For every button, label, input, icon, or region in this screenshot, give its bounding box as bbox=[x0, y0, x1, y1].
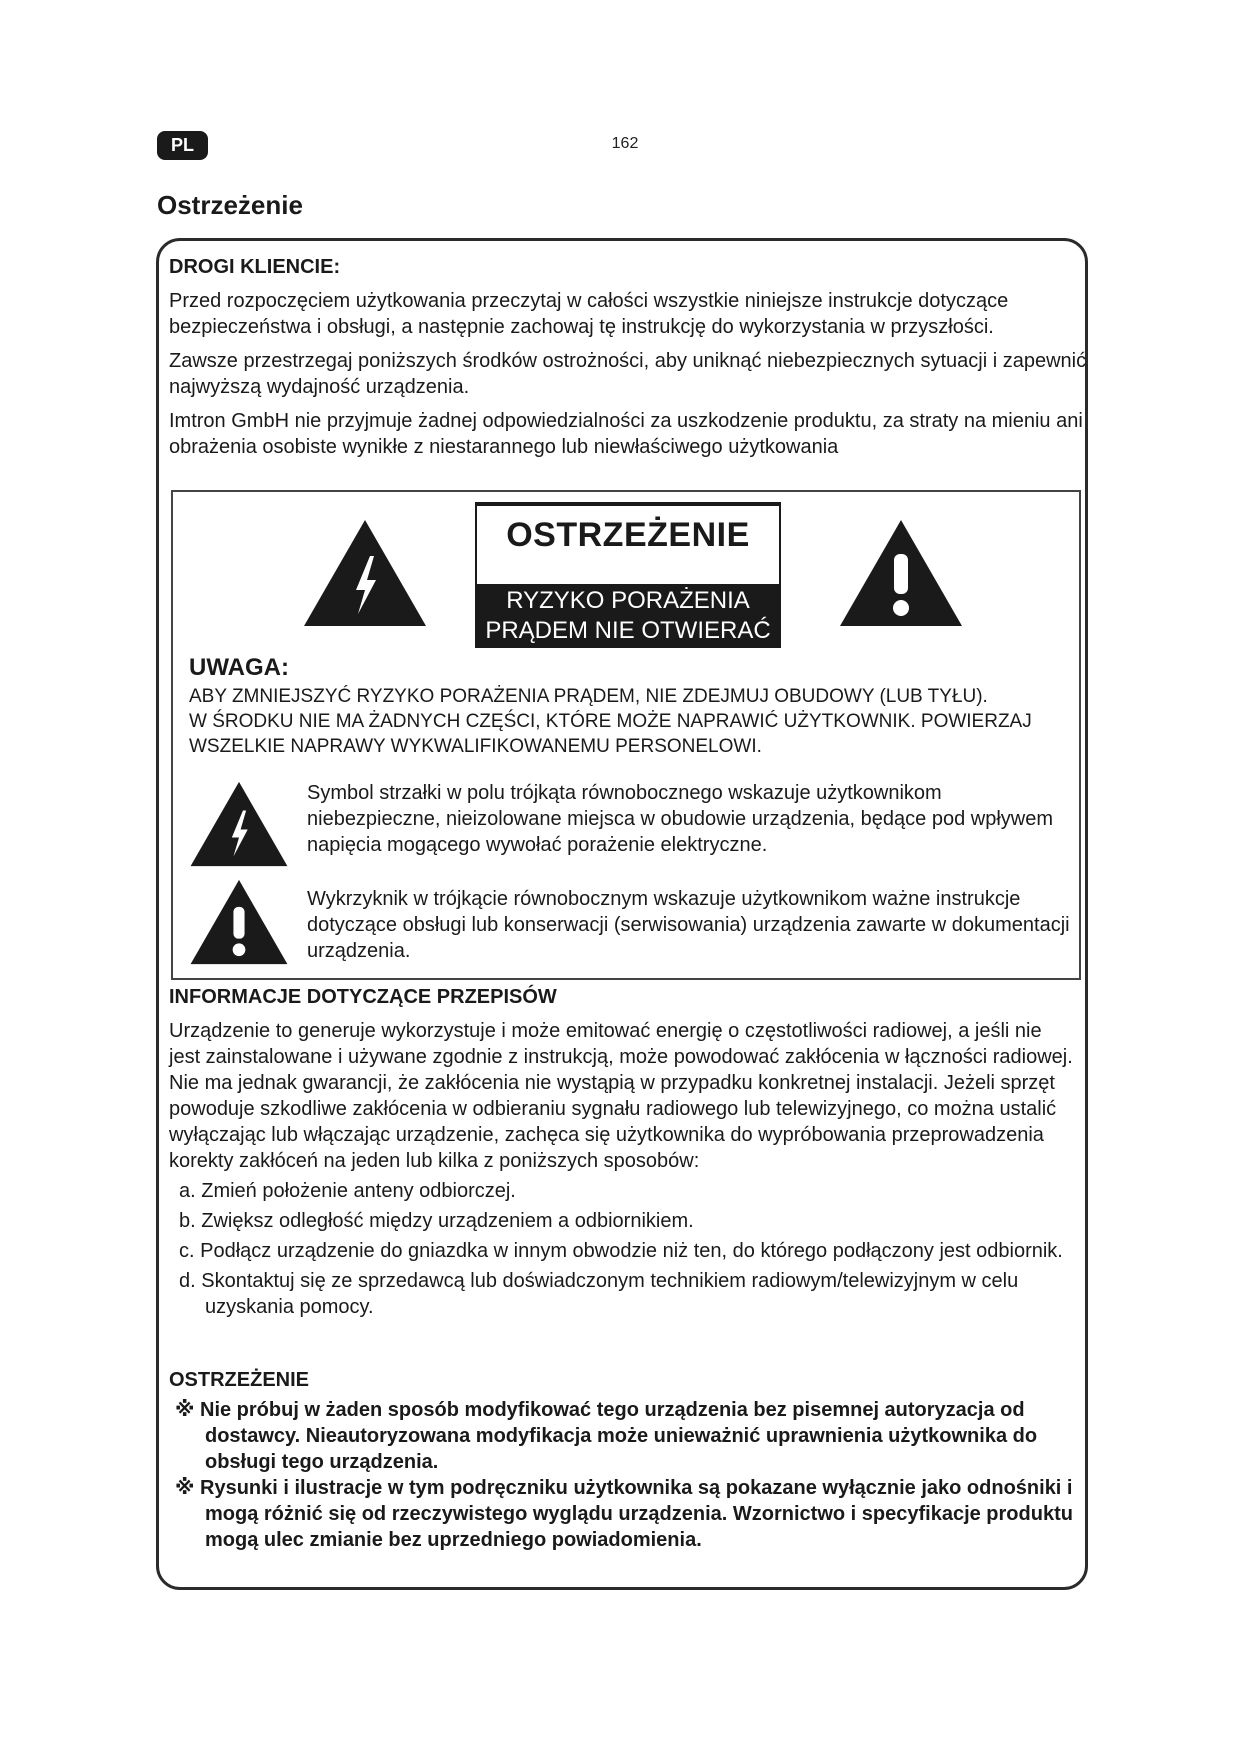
warning-note: ※ Nie próbuj w żaden sposób modyfikować tego urządzenia bez pisemnej autoryzacja od dostawcy. Nieautoryzowana modyfikacja może unieważnić uprawnienia użytkownika do obsługi tego urządzenia. bbox=[175, 1399, 1038, 1473]
warning-label-subtitle bbox=[477, 584, 779, 648]
symbol-description: Symbol strzałki w polu trójkąta równobocznego wskazuje użytkownikom niebezpieczne, nieizolowane miejsca w obudowie urządzenia, będące pod wpływem napięcia mogącego wywołać porażenie elektryczne. bbox=[307, 782, 1053, 856]
exclamation-triangle-icon bbox=[189, 878, 289, 966]
final-warning-section bbox=[169, 1367, 1081, 1553]
warning-label-line: RYZYKO PORAŻENIA bbox=[506, 587, 750, 614]
regulations-paragraph: Urządzenie to generuje wykorzystuje i może emitować energię o częstotliwości radiowej, a jeśli nie jest zainstalowane i używane zgodnie z instrukcją, może powodować zakłócenia w łączności radiowej. Nie ma jednak gwarancji, że zakłócenia nie wystąpią w przypadku konkretnej instalacji. Jeżeli sprzęt powoduje szkodliwe zakłócenia w odbieraniu sygnału radiowego lub telewizyjnego, co można ustalić wyłączając lub włączając urządzenie, zachęca się użytkownika do wypróbowania przeprowadzenia korekty zakłóceń na jeden lub kilka z poniższych sposobów: bbox=[169, 1020, 1073, 1172]
intro-section bbox=[169, 254, 1089, 460]
caution-text bbox=[189, 684, 1069, 759]
intro-paragraph: Przed rozpoczęciem użytkowania przeczytaj w całości wszystkie niniejsze instrukcje dotyczące bezpieczeństwa i obsługi, a następnie zachowaj tę instrukcję do wykorzystania w przyszłości. bbox=[169, 290, 1009, 338]
lightning-triangle-icon bbox=[189, 780, 289, 868]
remedy-list bbox=[169, 1178, 1077, 1320]
intro-paragraph: Imtron GmbH nie przyjmuje żadnej odpowiedzialności za uszkodzenie produktu, za straty na mieniu ani obrażenia osobiste wynikłe z niestarannego lub niewłaściwego użytkowania bbox=[169, 410, 1083, 458]
caution-line: W ŚRODKU NIE MA ŻADNYCH CZĘŚCI, KTÓRE MOŻE NAPRAWIĆ UŻYTKOWNIK. POWIERZAJ WSZELKIE NAPRAWY WYKWALIFIKOWANEMU PERSONELOWI. bbox=[189, 711, 1032, 757]
final-warning-heading: OSTRZEŻENIE bbox=[169, 1369, 310, 1391]
warning-label-line: PRĄDEM NIE OTWIERAĆ bbox=[485, 617, 771, 644]
warning-note: ※ Rysunki i ilustracje w tym podręczniku użytkownika są pokazane wyłącznie jako odnośniki i mogą różnić się od rzeczywistego wyglądu urządzenia. Wzornictwo i specyfikacje produktu mogą ulec zmianie bez uprzedniego powiadomienia. bbox=[175, 1477, 1073, 1551]
intro-heading: DROGI KLIENCIE: bbox=[169, 256, 341, 278]
lightning-triangle-icon bbox=[302, 518, 428, 628]
regulations-section bbox=[169, 984, 1077, 1324]
list-item: c. Podłącz urządzenie do gniazdka w innym obwodzie niż ten, do którego podłączony jest odbiornik. bbox=[179, 1240, 1063, 1262]
caution-title: UWAGA: bbox=[189, 654, 289, 681]
warning-label-title: OSTRZEŻENIE bbox=[506, 516, 750, 554]
intro-paragraph: Zawsze przestrzegaj poniższych środków ostrożności, aby uniknąć niebezpiecznych sytuacji i zapewnić najwyższą wydajność urządzenia. bbox=[169, 350, 1087, 398]
caution-line: ABY ZMNIEJSZYĆ RYZYKO PORAŻENIA PRĄDEM, NIE ZDEJMUJ OBUDOWY (LUB TYŁU). bbox=[189, 686, 988, 707]
page-title: Ostrzeżenie bbox=[157, 190, 303, 220]
warning-label bbox=[475, 502, 781, 648]
language-badge: PL bbox=[157, 131, 208, 160]
list-item: b. Zwiększ odległość między urządzeniem a odbiornikiem. bbox=[179, 1210, 694, 1232]
list-item: a. Zmień położenie anteny odbiorczej. bbox=[179, 1180, 516, 1202]
list-item: d. Skontaktuj się ze sprzedawcą lub doświadczonym technikiem radiowym/telewizyjnym w celu uzyskania pomocy. bbox=[179, 1270, 1019, 1318]
exclamation-triangle-icon bbox=[838, 518, 964, 628]
symbol-description: Wykrzyknik w trójkącie równobocznym wskazuje użytkownikom ważne instrukcje dotyczące obsługi lub konserwacji (serwisowania) urządzenia zawarte w dokumentacji urządzenia. bbox=[307, 888, 1070, 962]
page-number: 162 bbox=[611, 135, 639, 152]
regulations-heading: INFORMACJE DOTYCZĄCE PRZEPISÓW bbox=[169, 986, 557, 1008]
